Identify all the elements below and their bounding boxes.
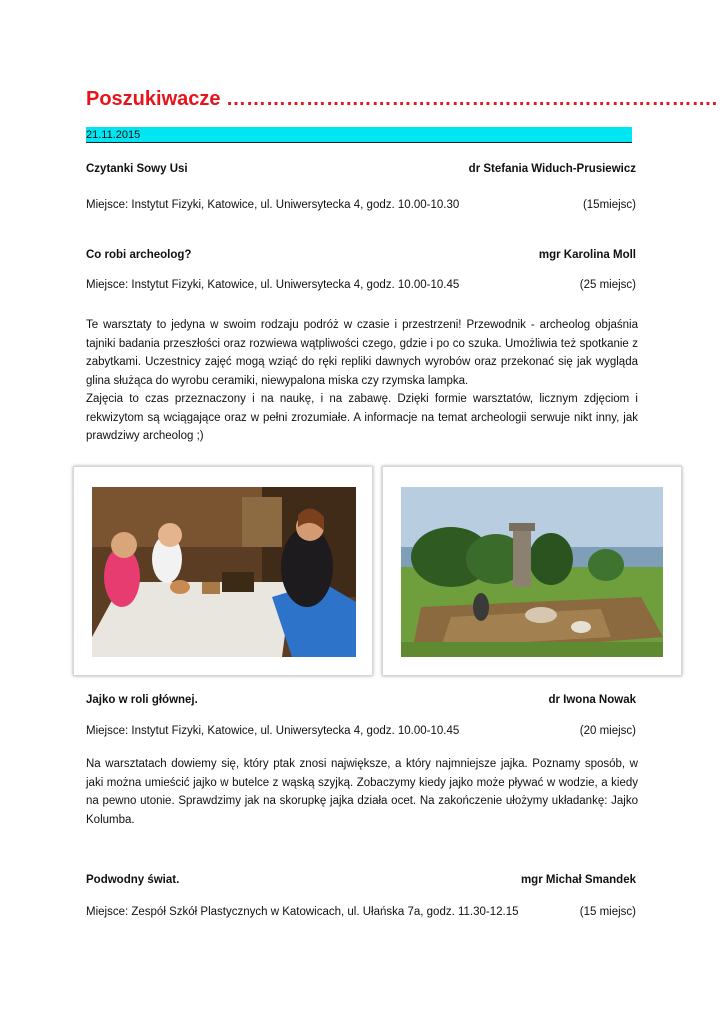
photo-workshop-children — [73, 466, 373, 676]
workshop-4-place-row — [86, 906, 638, 918]
workshop-1-leader: dr Stefania Widuch-Prusiewicz — [468, 163, 636, 175]
workshop-2-seats: (25 miejsc) — [579, 279, 636, 291]
workshop-1-seats: (15miejsc) — [582, 199, 636, 211]
children-workshop-image — [92, 487, 356, 657]
page-title: Poszukiwacze ……………….………………………………………………. — [86, 88, 718, 110]
workshop-2-place-row — [86, 279, 638, 291]
workshop-1-header — [86, 163, 638, 175]
workshop-3-seats: (20 miejsc) — [579, 725, 636, 737]
workshop-4-place: Miejsce: Zespół Szkół Plastycznych w Katowicach, ul. Ułańska 7a, godz. 11.30-12.15 — [86, 906, 519, 918]
workshop-3-place: Miejsce: Instytut Fizyki, Katowice, ul. Uniwersytecka 4, godz. 10.00-10.45 — [86, 725, 460, 737]
workshop-2-place: Miejsce: Instytut Fizyki, Katowice, ul. Uniwersytecka 4, godz. 10.00-10.45 — [86, 279, 460, 291]
workshop-2-leader: mgr Karolina Moll — [538, 249, 636, 261]
workshop-2-header — [86, 249, 638, 261]
workshop-4-leader: mgr Michał Smandek — [520, 874, 636, 886]
workshop-2-description-2: Zajęcia to czas przeznaczony i na naukę, i na zabawę. Dzięki formie warsztatów, licznym zdjęciom i rekwizytom są wciągające oraz w pełni zrozumiałe. A informacje na temat archeologii serwuje nikt inny, jak prawdziwy archeolog ;) — [86, 393, 638, 442]
photo-excavation-site — [382, 466, 682, 676]
workshop-2-name: Co robi archeolog? — [86, 249, 192, 261]
date-bar — [86, 127, 632, 143]
workshop-3-place-row — [86, 725, 638, 737]
excavation-image — [401, 487, 663, 657]
workshop-3-leader: dr Iwona Nowak — [548, 694, 636, 706]
workshop-3-description: Na warsztatach dowiemy się, który ptak znosi największe, a który najmniejsze jajka. Poznamy sposób, w jaki można umieścić jajko w butelce z wąską szyjką. Zobaczymy kiedy jajko może pływać w wodzie, a kiedy na pewno utonie. Sprawdzimy jak na skorupkę jajka działa ocet. Na zakończenie ułożymy układankę: Jajko Kolumba. — [86, 758, 638, 826]
workshop-4-seats: (15 miejsc) — [579, 906, 636, 918]
workshop-1-place-row — [86, 199, 638, 211]
workshop-1-place: Miejsce: Instytut Fizyki, Katowice, ul. Uniwersytecka 4, godz. 10.00-10.30 — [86, 199, 460, 211]
workshop-3-header — [86, 694, 638, 706]
workshop-1-name: Czytanki Sowy Usi — [86, 163, 188, 175]
workshop-4-header — [86, 874, 638, 886]
event-date: 21.11.2015 — [86, 129, 141, 141]
workshop-3-name: Jajko w roli głównej. — [86, 694, 198, 706]
workshop-4-name: Podwodny świat. — [86, 874, 180, 886]
workshop-2-description: Te warsztaty to jedyna w swoim rodzaju podróż w czasie i przestrzeni! Przewodnik - archeolog objaśnia tajniki badania przeszłości oraz rozwiewa wątpliwości czego, gdzie i po co szuka. Umożliwia też spotkanie z zabytkami. Uczestnicy zajęć mogą wziąć do ręki repliki dawnych wyrobów oraz przekonać się jak wygląda glina służąca do wyrobu ceramiki, niewypalona miska czy rzymska lampka. — [86, 319, 638, 387]
